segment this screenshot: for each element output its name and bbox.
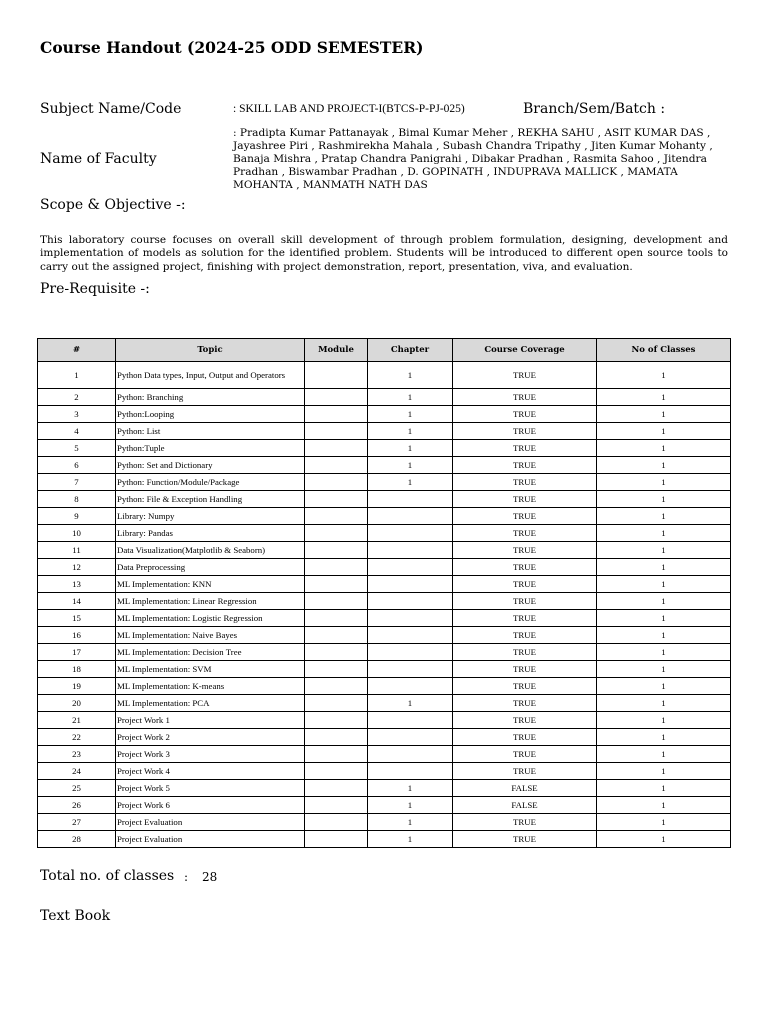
row-module [305,440,368,457]
faculty-label: Name of Faculty [40,151,157,167]
row-number: 22 [38,729,116,746]
table-row [38,831,731,848]
row-coverage: TRUE [453,474,597,491]
row-topic: Project Work 5 [116,780,305,797]
row-coverage: TRUE [453,610,597,627]
row-topic: Python:Looping [116,406,305,423]
row-chapter [368,559,453,576]
table-row [38,542,731,559]
row-topic: Project Evaluation [116,831,305,848]
row-classes: 1 [597,797,731,814]
row-number: 21 [38,712,116,729]
table-row [38,576,731,593]
table-body [38,362,731,848]
row-chapter [368,729,453,746]
row-number: 6 [38,457,116,474]
table-row [38,627,731,644]
row-topic: ML Implementation: Logistic Regression [116,610,305,627]
table-row [38,729,731,746]
row-module [305,644,368,661]
row-number: 15 [38,610,116,627]
scope-text: This laboratory course focuses on overall skill development of through problem formulation, designing, development and implementation of models as solution for the identified problem. Students will be introduced to different open source tools to carry out the assigned project, finishing with project demonstration, report, presentation, viva, and evaluation. [40,234,728,273]
row-module [305,627,368,644]
row-chapter: 1 [368,362,453,389]
row-chapter [368,746,453,763]
row-classes: 1 [597,542,731,559]
row-chapter: 1 [368,695,453,712]
row-coverage: TRUE [453,362,597,389]
row-coverage: TRUE [453,508,597,525]
scope-label: Scope & Objective -: [40,197,186,213]
row-chapter [368,627,453,644]
row-module [305,746,368,763]
row-classes: 1 [597,610,731,627]
row-chapter: 1 [368,831,453,848]
table-row [38,763,731,780]
row-module [305,423,368,440]
table-row [38,678,731,695]
table-row [38,593,731,610]
row-module [305,457,368,474]
row-topic: Python: File & Exception Handling [116,491,305,508]
row-module [305,610,368,627]
row-module [305,542,368,559]
table-row [38,423,731,440]
table-row [38,457,731,474]
row-module [305,525,368,542]
row-chapter [368,508,453,525]
row-number: 3 [38,406,116,423]
row-chapter [368,712,453,729]
branch-label: Branch/Sem/Batch : [523,101,666,117]
row-classes: 1 [597,559,731,576]
header-module: Module [305,339,368,362]
row-topic: Project Work 2 [116,729,305,746]
row-chapter: 1 [368,814,453,831]
row-module [305,474,368,491]
header-number: # [38,339,116,362]
row-topic: Data Visualization(Matplotlib & Seaborn) [116,542,305,559]
table-row [38,644,731,661]
row-number: 1 [38,362,116,389]
header-course-coverage: Course Coverage [453,339,597,362]
row-classes: 1 [597,627,731,644]
row-topic: ML Implementation: Naive Bayes [116,627,305,644]
row-number: 28 [38,831,116,848]
row-classes: 1 [597,746,731,763]
row-module [305,593,368,610]
row-number: 20 [38,695,116,712]
row-coverage: TRUE [453,576,597,593]
row-classes: 1 [597,661,731,678]
table-row [38,712,731,729]
row-module [305,831,368,848]
row-classes: 1 [597,440,731,457]
table-row [38,610,731,627]
row-coverage: TRUE [453,678,597,695]
table-row [38,797,731,814]
row-topic: ML Implementation: K-means [116,678,305,695]
row-coverage: FALSE [453,780,597,797]
header-no-of-classes: No of Classes [597,339,731,362]
row-chapter [368,542,453,559]
table-row [38,474,731,491]
header-topic: Topic [116,339,305,362]
row-coverage: TRUE [453,746,597,763]
text-book-label: Text Book [40,908,111,924]
row-classes: 1 [597,712,731,729]
row-chapter [368,678,453,695]
table-row [38,491,731,508]
row-classes: 1 [597,678,731,695]
row-module [305,362,368,389]
table-row [38,406,731,423]
row-number: 5 [38,440,116,457]
row-classes: 1 [597,525,731,542]
row-classes: 1 [597,763,731,780]
row-number: 17 [38,644,116,661]
row-topic: Project Work 4 [116,763,305,780]
row-coverage: TRUE [453,406,597,423]
row-chapter: 1 [368,797,453,814]
row-chapter: 1 [368,780,453,797]
faculty-value: : Pradipta Kumar Pattanayak , Bimal Kumar Meher , REKHA SAHU , ASIT KUMAR DAS , Jayashree Piri , Rashmirekha Mahala , Subash Chandra Tripathy , Jiten Kumar Mohanty , Banaja Mishra , Pratap Chandra Panigrahi , Dibakar Pradhan , Rasmita Sahoo , Jitendra Pradhan , Biswambar Pradhan , D. GOPINATH , INDUPRAVA MALLICK , MAMATA MOHANTA , MANMATH NATH DAS [233,127,713,191]
row-topic: Python: Set and Dictionary [116,457,305,474]
row-module [305,814,368,831]
row-classes: 1 [597,508,731,525]
row-coverage: TRUE [453,831,597,848]
row-module [305,695,368,712]
table-row [38,440,731,457]
row-coverage: TRUE [453,763,597,780]
row-number: 12 [38,559,116,576]
row-topic: Data Preprocessing [116,559,305,576]
row-chapter: 1 [368,474,453,491]
row-number: 26 [38,797,116,814]
total-classes-value: 28 [202,870,218,884]
row-chapter [368,525,453,542]
row-chapter: 1 [368,440,453,457]
row-number: 4 [38,423,116,440]
row-chapter: 1 [368,406,453,423]
row-chapter [368,644,453,661]
total-classes-colon: : [184,870,189,884]
row-topic: Library: Pandas [116,525,305,542]
row-chapter [368,763,453,780]
table-row [38,525,731,542]
row-topic: Project Evaluation [116,814,305,831]
row-coverage: TRUE [453,389,597,406]
row-classes: 1 [597,423,731,440]
row-chapter [368,491,453,508]
row-classes: 1 [597,814,731,831]
row-chapter [368,593,453,610]
row-topic: Python: Branching [116,389,305,406]
row-number: 10 [38,525,116,542]
table-row [38,362,731,389]
row-number: 2 [38,389,116,406]
row-topic: ML Implementation: Decision Tree [116,644,305,661]
row-coverage: TRUE [453,814,597,831]
row-module [305,661,368,678]
row-coverage: TRUE [453,661,597,678]
row-module [305,729,368,746]
row-classes: 1 [597,389,731,406]
table-row [38,661,731,678]
row-module [305,389,368,406]
row-number: 16 [38,627,116,644]
row-topic: Project Work 3 [116,746,305,763]
table-row [38,695,731,712]
row-chapter [368,661,453,678]
row-classes: 1 [597,593,731,610]
row-coverage: FALSE [453,797,597,814]
row-coverage: TRUE [453,491,597,508]
row-coverage: TRUE [453,440,597,457]
row-coverage: TRUE [453,712,597,729]
row-module [305,491,368,508]
row-classes: 1 [597,831,731,848]
row-topic: Python:Tuple [116,440,305,457]
subject-value: : SKILL LAB AND PROJECT-I(BTCS-P-PJ-025) [233,103,465,115]
row-module [305,576,368,593]
row-number: 14 [38,593,116,610]
row-number: 24 [38,763,116,780]
row-coverage: TRUE [453,542,597,559]
total-classes-label: Total no. of classes [40,868,175,884]
row-classes: 1 [597,729,731,746]
table-row [38,780,731,797]
row-module [305,678,368,695]
table-header-row [38,339,731,362]
row-module [305,508,368,525]
row-classes: 1 [597,362,731,389]
row-classes: 1 [597,457,731,474]
row-coverage: TRUE [453,525,597,542]
row-classes: 1 [597,406,731,423]
row-chapter: 1 [368,423,453,440]
row-topic: ML Implementation: SVM [116,661,305,678]
row-module [305,763,368,780]
row-classes: 1 [597,695,731,712]
subject-label: Subject Name/Code [40,101,182,117]
row-number: 23 [38,746,116,763]
table-row [38,746,731,763]
row-classes: 1 [597,474,731,491]
row-chapter [368,610,453,627]
row-topic: Python: List [116,423,305,440]
row-coverage: TRUE [453,627,597,644]
row-coverage: TRUE [453,423,597,440]
row-topic: Library: Numpy [116,508,305,525]
prerequisite-label: Pre-Requisite -: [40,281,150,297]
row-coverage: TRUE [453,729,597,746]
row-coverage: TRUE [453,593,597,610]
row-topic: ML Implementation: KNN [116,576,305,593]
page-title: Course Handout (2024-25 ODD SEMESTER) [40,38,424,57]
row-classes: 1 [597,644,731,661]
row-number: 18 [38,661,116,678]
row-topic: Project Work 6 [116,797,305,814]
row-coverage: TRUE [453,644,597,661]
row-number: 11 [38,542,116,559]
row-classes: 1 [597,780,731,797]
row-number: 7 [38,474,116,491]
table-row [38,508,731,525]
row-coverage: TRUE [453,559,597,576]
row-number: 19 [38,678,116,695]
row-topic: Python: Function/Module/Package [116,474,305,491]
row-coverage: TRUE [453,457,597,474]
row-number: 9 [38,508,116,525]
row-number: 27 [38,814,116,831]
row-topic: Project Work 1 [116,712,305,729]
row-classes: 1 [597,491,731,508]
header-chapter: Chapter [368,339,453,362]
row-topic: Python Data types, Input, Output and Operators [116,362,305,389]
row-module [305,712,368,729]
row-module [305,559,368,576]
row-topic: ML Implementation: PCA [116,695,305,712]
row-chapter: 1 [368,457,453,474]
row-chapter [368,576,453,593]
row-module [305,406,368,423]
row-number: 13 [38,576,116,593]
row-number: 25 [38,780,116,797]
table-row [38,389,731,406]
row-module [305,780,368,797]
row-module [305,797,368,814]
table-row [38,559,731,576]
row-coverage: TRUE [453,695,597,712]
row-number: 8 [38,491,116,508]
row-chapter: 1 [368,389,453,406]
row-classes: 1 [597,576,731,593]
row-topic: ML Implementation: Linear Regression [116,593,305,610]
table-row [38,814,731,831]
course-table [37,338,731,848]
